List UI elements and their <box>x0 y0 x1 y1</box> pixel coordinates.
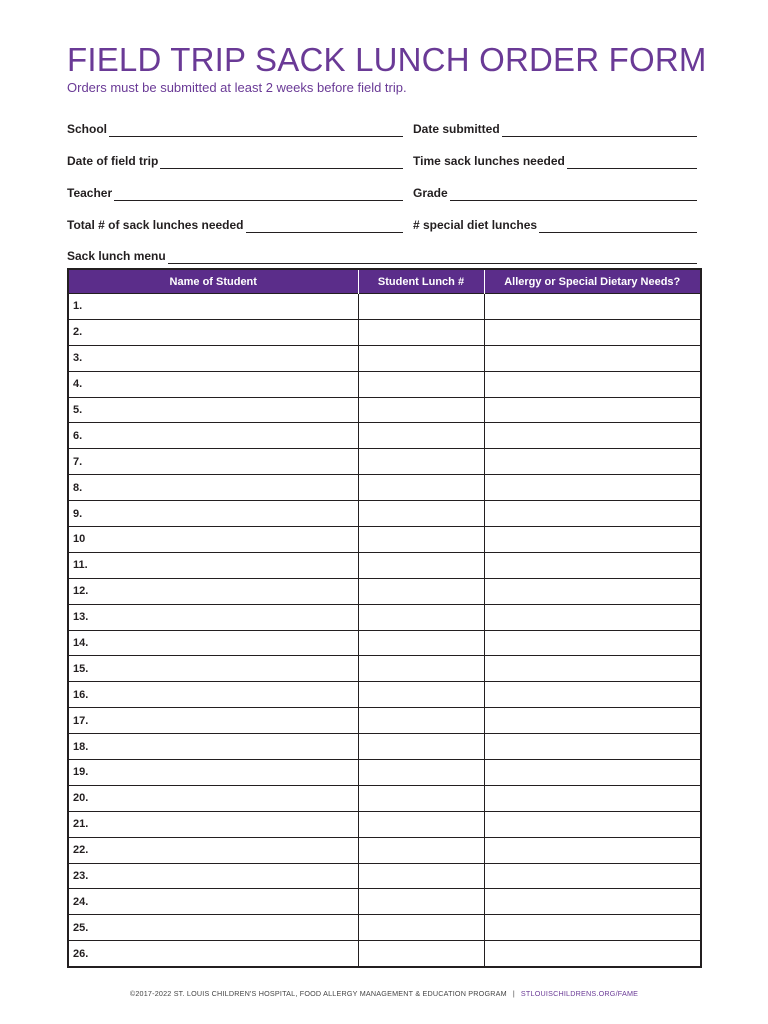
allergy-cell[interactable] <box>484 785 701 811</box>
allergy-cell[interactable] <box>484 811 701 837</box>
date-of-field-trip-label: Date of field trip <box>67 154 159 168</box>
date-of-field-trip-line[interactable] <box>160 154 403 169</box>
allergy-cell[interactable] <box>484 397 701 423</box>
table-row <box>68 294 701 320</box>
lunch-number-cell[interactable] <box>358 423 484 449</box>
table-row <box>68 630 701 656</box>
school-field[interactable] <box>67 117 403 137</box>
lunch-number-cell[interactable] <box>358 475 484 501</box>
time-needed-line[interactable] <box>567 154 697 169</box>
student-name-cell[interactable]: 4. <box>68 371 358 397</box>
student-name-cell[interactable]: 23. <box>68 863 358 889</box>
allergy-cell[interactable] <box>484 449 701 475</box>
teacher-label: Teacher <box>67 186 113 200</box>
allergy-cell[interactable] <box>484 889 701 915</box>
table-row <box>68 475 701 501</box>
allergy-cell[interactable] <box>484 630 701 656</box>
date-submitted-line[interactable] <box>502 122 697 137</box>
table-row <box>68 863 701 889</box>
lunch-number-cell[interactable] <box>358 837 484 863</box>
student-name-cell[interactable]: 17. <box>68 708 358 734</box>
total-needed-field[interactable] <box>67 213 403 233</box>
table-row <box>68 915 701 941</box>
menu-field[interactable] <box>67 244 697 264</box>
allergy-cell[interactable] <box>484 760 701 786</box>
lunch-number-cell[interactable] <box>358 578 484 604</box>
lunch-number-cell[interactable] <box>358 501 484 527</box>
date-of-field-trip-field[interactable] <box>67 149 403 169</box>
field-row-teacher <box>67 181 697 201</box>
total-needed-label: Total # of sack lunches needed <box>67 218 244 232</box>
lunch-number-cell[interactable] <box>358 397 484 423</box>
date-submitted-field[interactable] <box>413 117 697 137</box>
table-row <box>68 941 701 967</box>
menu-label: Sack lunch menu <box>67 249 166 263</box>
table-row <box>68 837 701 863</box>
student-name-cell[interactable]: 11. <box>68 552 358 578</box>
student-name-cell[interactable]: 9. <box>68 501 358 527</box>
student-name-cell[interactable]: 12. <box>68 578 358 604</box>
allergy-cell[interactable] <box>484 475 701 501</box>
lunch-number-cell[interactable] <box>358 371 484 397</box>
student-name-cell[interactable]: 22. <box>68 837 358 863</box>
table-row <box>68 760 701 786</box>
lunch-number-cell[interactable] <box>358 682 484 708</box>
lunch-number-cell[interactable] <box>358 319 484 345</box>
lunch-number-cell[interactable] <box>358 656 484 682</box>
lunch-number-cell[interactable] <box>358 760 484 786</box>
lunch-number-cell[interactable] <box>358 734 484 760</box>
lunch-number-cell[interactable] <box>358 941 484 967</box>
table-header-row <box>68 269 701 294</box>
field-row-school <box>67 117 697 137</box>
special-diet-field[interactable] <box>413 213 697 233</box>
table-row <box>68 501 701 527</box>
lunch-number-cell[interactable] <box>358 604 484 630</box>
date-submitted-label: Date submitted <box>413 122 500 136</box>
student-name-cell[interactable]: 18. <box>68 734 358 760</box>
field-row-menu <box>67 244 697 264</box>
menu-line[interactable] <box>168 249 697 264</box>
lunch-number-cell[interactable] <box>358 345 484 371</box>
student-table <box>67 268 702 968</box>
table-row <box>68 371 701 397</box>
table-row <box>68 708 701 734</box>
table-row <box>68 449 701 475</box>
allergy-cell[interactable] <box>484 656 701 682</box>
student-name-cell[interactable]: 6. <box>68 423 358 449</box>
allergy-cell[interactable] <box>484 371 701 397</box>
footer-link[interactable]: STLOUISCHILDRENS.ORG/FAME <box>520 989 639 998</box>
allergy-cell[interactable] <box>484 423 701 449</box>
table-row <box>68 785 701 811</box>
student-name-cell[interactable]: 26. <box>68 941 358 967</box>
table-row <box>68 578 701 604</box>
allergy-cell[interactable] <box>484 837 701 863</box>
lunch-number-cell[interactable] <box>358 811 484 837</box>
time-needed-field[interactable] <box>413 149 697 169</box>
table-row <box>68 811 701 837</box>
school-line[interactable] <box>109 122 403 137</box>
lunch-number-cell[interactable] <box>358 915 484 941</box>
student-name-cell[interactable]: 20. <box>68 785 358 811</box>
allergy-cell[interactable] <box>484 527 701 553</box>
table-row <box>68 656 701 682</box>
student-name-cell[interactable]: 3. <box>68 345 358 371</box>
table-row <box>68 345 701 371</box>
special-diet-label: # special diet lunches <box>413 218 538 232</box>
lunch-number-cell[interactable] <box>358 785 484 811</box>
allergy-cell[interactable] <box>484 604 701 630</box>
teacher-line[interactable] <box>114 186 403 201</box>
table-row <box>68 682 701 708</box>
allergy-cell[interactable] <box>484 915 701 941</box>
grade-line[interactable] <box>450 186 697 201</box>
grade-field[interactable] <box>413 181 697 201</box>
lunch-number-cell[interactable] <box>358 552 484 578</box>
student-name-cell[interactable]: 2. <box>68 319 358 345</box>
table-row <box>68 423 701 449</box>
table-row <box>68 889 701 915</box>
allergy-cell[interactable] <box>484 552 701 578</box>
student-name-cell[interactable]: 16. <box>68 682 358 708</box>
form-subtitle: Orders must be submitted at least 2 weeks before field trip. <box>67 80 407 95</box>
table-row <box>68 527 701 553</box>
student-name-cell[interactable]: 24. <box>68 889 358 915</box>
field-row-totals <box>67 213 697 233</box>
lunch-number-cell[interactable] <box>358 527 484 553</box>
student-name-cell[interactable]: 8. <box>68 475 358 501</box>
grade-label: Grade <box>413 186 448 200</box>
student-name-cell[interactable]: 5. <box>68 397 358 423</box>
student-name-cell[interactable]: 1. <box>68 294 358 320</box>
school-label: School <box>67 122 108 136</box>
column-header-name: Name of Student <box>68 269 358 294</box>
table-row <box>68 552 701 578</box>
allergy-cell[interactable] <box>484 501 701 527</box>
allergy-cell[interactable] <box>484 863 701 889</box>
total-needed-line[interactable] <box>246 218 404 233</box>
lunch-number-cell[interactable] <box>358 630 484 656</box>
student-name-cell[interactable]: 7. <box>68 449 358 475</box>
student-name-cell[interactable]: 15. <box>68 656 358 682</box>
teacher-field[interactable] <box>67 181 403 201</box>
column-header-allergy: Allergy or Special Dietary Needs? <box>484 269 701 294</box>
student-name-cell[interactable]: 25. <box>68 915 358 941</box>
allergy-cell[interactable] <box>484 708 701 734</box>
allergy-cell[interactable] <box>484 294 701 320</box>
table-row <box>68 319 701 345</box>
field-row-date <box>67 149 697 169</box>
lunch-number-cell[interactable] <box>358 708 484 734</box>
table-row <box>68 604 701 630</box>
allergy-cell[interactable] <box>484 319 701 345</box>
lunch-number-cell[interactable] <box>358 449 484 475</box>
special-diet-line[interactable] <box>539 218 697 233</box>
allergy-cell[interactable] <box>484 734 701 760</box>
column-header-lunch-number: Student Lunch # <box>358 269 484 294</box>
student-name-cell[interactable]: 21. <box>68 811 358 837</box>
lunch-number-cell[interactable] <box>358 889 484 915</box>
allergy-cell[interactable] <box>484 941 701 967</box>
student-name-cell[interactable]: 13. <box>68 604 358 630</box>
student-name-cell[interactable]: 14. <box>68 630 358 656</box>
table-row <box>68 734 701 760</box>
footer-copyright: ©2017-2022 ST. LOUIS CHILDREN'S HOSPITAL, FOOD ALLERGY MANAGEMENT & EDUCATION PROGRAM <box>129 989 507 998</box>
allergy-cell[interactable] <box>484 682 701 708</box>
allergy-cell[interactable] <box>484 345 701 371</box>
lunch-number-cell[interactable] <box>358 863 484 889</box>
table-row <box>68 397 701 423</box>
footer-separator: | <box>512 989 515 998</box>
time-needed-label: Time sack lunches needed <box>413 154 565 168</box>
footer <box>0 989 768 998</box>
lunch-number-cell[interactable] <box>358 294 484 320</box>
student-name-cell[interactable]: 19. <box>68 760 358 786</box>
allergy-cell[interactable] <box>484 578 701 604</box>
form-title: FIELD TRIP SACK LUNCH ORDER FORM <box>67 41 707 78</box>
student-name-cell[interactable]: 10 <box>68 527 358 553</box>
